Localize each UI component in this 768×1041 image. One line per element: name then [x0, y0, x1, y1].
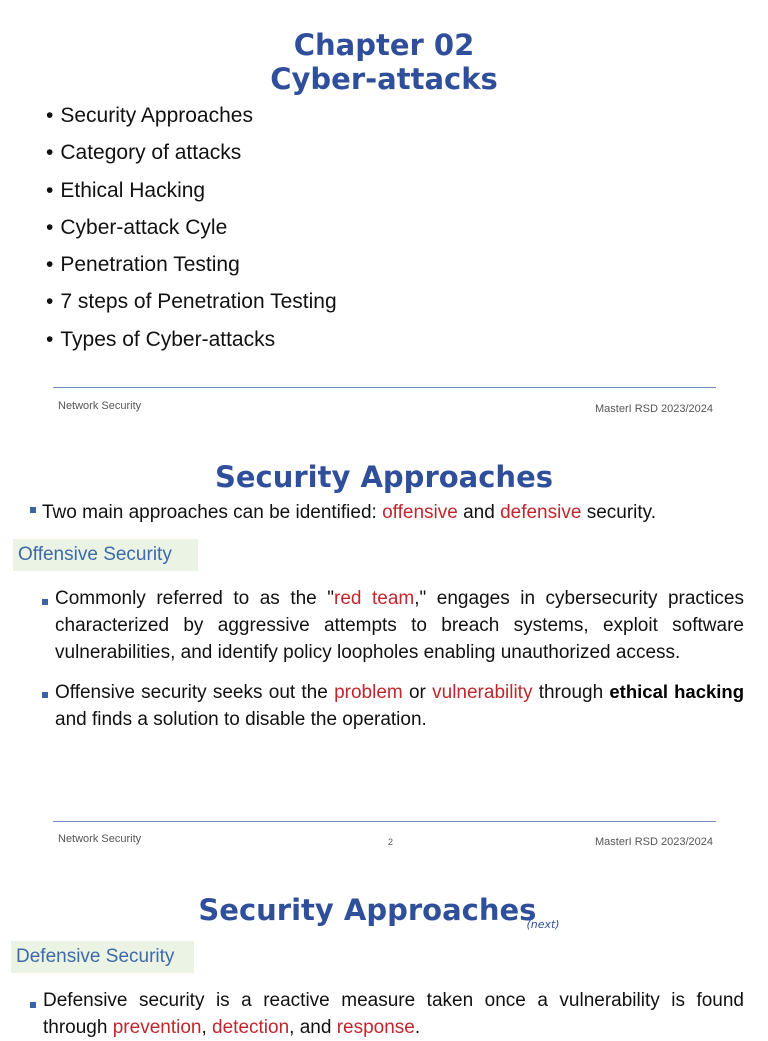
- square-bullet-icon: [30, 507, 36, 513]
- offensive-term: offensive: [382, 502, 458, 523]
- footer-left-text: Network Security: [58, 833, 142, 845]
- page-number: 2: [388, 837, 394, 847]
- footer-right-text: MasterI RSD 2023/2024: [594, 836, 713, 848]
- list-item: • Ethical Hacking: [46, 175, 337, 212]
- ethical-hacking-term: ethical hacking: [609, 681, 745, 702]
- prevention-term: prevention: [112, 1017, 202, 1038]
- list-item: • Cyber-attack Cyle: [46, 212, 337, 249]
- ethical-hacking-paragraph: Offensive security seeks out the problem or vulnerability through ethical hacking and finds a solution to disable the operation.: [55, 681, 745, 730]
- list-item: • Security Approaches: [46, 100, 337, 137]
- red-team-paragraph: Commonly referred to as the "red team," engages in cybersecurity practices characterized by aggressive attempts to breach systems, exploit software vulnerabilities, and identify policy loopholes enabling unauthorized access.: [55, 588, 745, 663]
- chapter-title: Chapter 02: [293, 28, 475, 62]
- list-item: • Penetration Testing: [46, 249, 337, 286]
- square-bullet-icon: [30, 996, 36, 1014]
- vulnerability-term: vulnerability: [432, 682, 533, 703]
- detection-term: detection: [212, 1017, 290, 1038]
- slide-1-title: [0, 28, 768, 96]
- footer-divider: [53, 387, 716, 388]
- list-item: • Types of Cyber-attacks: [46, 324, 337, 361]
- list-item: • 7 steps of Penetration Testing: [46, 286, 337, 323]
- square-bullet-icon: [42, 686, 48, 704]
- footer-right-text: MasterI RSD 2023/2024: [594, 403, 713, 415]
- response-term: response: [336, 1017, 415, 1038]
- title-next-suffix: (next): [526, 918, 560, 931]
- chapter-subtitle: Cyber-attacks: [270, 62, 498, 96]
- offensive-security-label: Offensive Security: [13, 539, 198, 571]
- slide-2-title: Security Approaches: [214, 460, 554, 494]
- problem-term: problem: [334, 682, 403, 703]
- slide-3-title: Security Approaches$_{(next)}$: [198, 893, 560, 931]
- red-team-term: red team: [334, 588, 415, 609]
- chapter-outline-list: [46, 100, 337, 361]
- footer-left-text: Network Security: [58, 400, 142, 412]
- list-item: • Category of attacks: [46, 137, 337, 174]
- intro-bullet: Two main approaches can be identified: offensive and defensive security.: [30, 499, 656, 527]
- square-bullet-icon: [42, 593, 48, 611]
- defensive-security-label: Defensive Security: [11, 941, 194, 973]
- footer-divider: [53, 821, 716, 822]
- defensive-term: defensive: [500, 502, 582, 523]
- defensive-paragraph: Defensive security is a reactive measure taken once a vulnerability is found through prevention, detection, and response.: [43, 990, 744, 1038]
